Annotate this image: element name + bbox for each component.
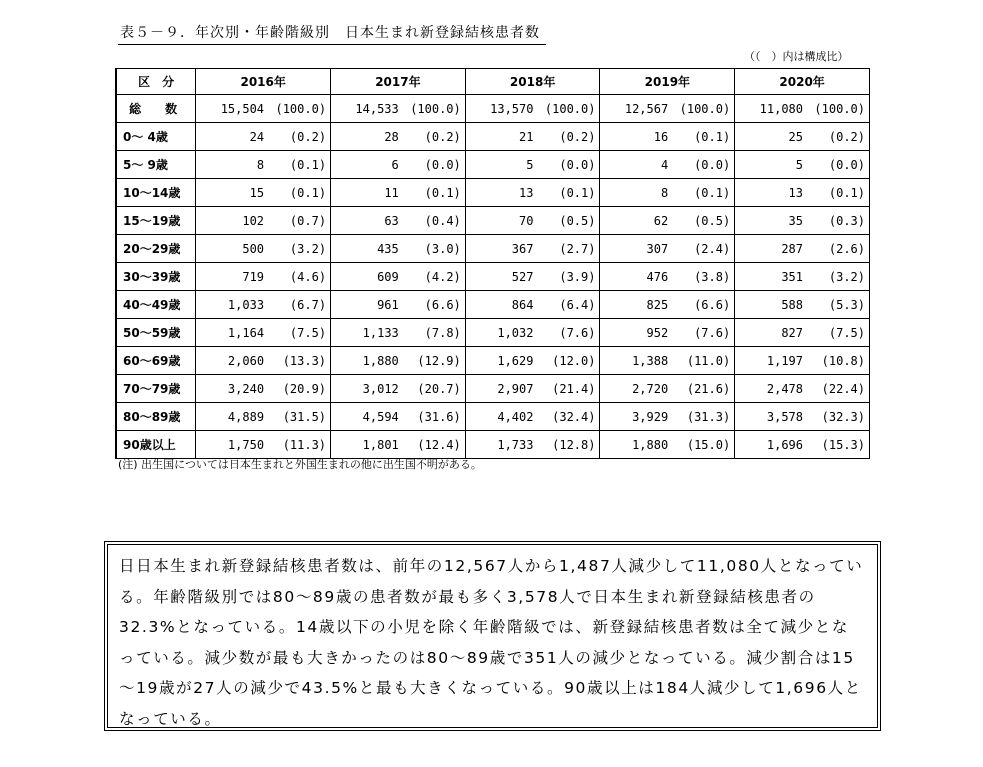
count-value: 952: [646, 325, 669, 340]
count-value: 5: [795, 157, 803, 172]
percent-value: (12.4): [417, 437, 461, 452]
data-cell: [600, 95, 735, 123]
count-value: 11: [384, 185, 399, 200]
percent-value: (6.6): [694, 297, 731, 312]
table-row: [116, 263, 870, 291]
row-label: 20～29歳: [116, 235, 196, 263]
percent-value: (20.7): [417, 381, 461, 396]
data-cell: [600, 319, 735, 347]
count-value: 500: [242, 241, 265, 256]
unit-note: （（ ）内は構成比）: [744, 50, 849, 63]
row-label: 5～ 9歳: [116, 151, 196, 179]
data-cell: [465, 263, 600, 291]
data-cell: [465, 319, 600, 347]
percent-value: (4.2): [424, 269, 461, 284]
count-value: 827: [781, 325, 803, 340]
percent-value: (13.3): [282, 353, 327, 368]
percent-value: (3.0): [424, 241, 461, 256]
percent-value: (31.5): [282, 409, 327, 424]
percent-value: (20.9): [282, 381, 327, 396]
count-value: 1,164: [227, 325, 265, 340]
percent-value: (11.0): [686, 353, 731, 368]
data-cell: [735, 431, 870, 459]
data-cell: [331, 403, 466, 431]
table-row: [116, 179, 870, 207]
count-value: 1,629: [497, 353, 534, 368]
count-value: 16: [653, 129, 669, 144]
count-value: 367: [511, 241, 534, 256]
count-value: 1,033: [227, 297, 265, 312]
data-cell: [331, 207, 466, 235]
percent-value: (7.8): [424, 325, 461, 340]
percent-value: (0.1): [424, 185, 461, 200]
percent-value: (0.0): [694, 157, 731, 172]
count-value: 3,240: [227, 381, 265, 396]
table-row: [116, 235, 870, 263]
row-label: 総 数: [116, 95, 196, 123]
percent-value: (0.2): [559, 129, 596, 144]
percent-value: (15.3): [821, 437, 865, 452]
data-cell: [331, 123, 466, 151]
data-cell: [465, 347, 600, 375]
percent-value: (0.0): [828, 157, 865, 172]
count-value: 476: [646, 269, 669, 284]
percent-value: (0.2): [828, 129, 865, 144]
data-cell: [331, 291, 466, 319]
table-row: [116, 123, 870, 151]
table-title: 表５－９．年次別・年齢階級別 日本生まれ新登録結核患者数: [118, 22, 546, 45]
data-cell: [196, 403, 331, 431]
count-value: 70: [519, 213, 534, 228]
percent-value: (11.3): [282, 437, 327, 452]
data-cell: [465, 235, 600, 263]
percent-value: (100.0): [275, 101, 327, 116]
count-value: 2,478: [766, 381, 803, 396]
percent-value: (21.6): [686, 381, 731, 396]
summary-box: 日日本生まれ新登録結核患者数は、前年の12,567人から1,487人減少して11,080人となっている。年齢階級別では80～89歳の患者数が最も多く3,578人で日本生まれ新登録結核患者の32.3%となっている。14歳以下の小児を除く年齢階級では、新登録結核患者数は全て減少となっている。減少数が最も大きかったのは80～89歳で351人の減少となっている。減少割合は15～19歳が27人の減少で43.5%と最も大きくなっている。90歳以上は184人減少して1,696人となっている。: [104, 541, 881, 731]
data-cell: [735, 207, 870, 235]
header-row: [116, 69, 870, 95]
percent-value: (0.0): [424, 157, 461, 172]
count-value: 527: [511, 269, 534, 284]
count-value: 102: [242, 213, 265, 228]
count-value: 35: [788, 213, 803, 228]
data-cell: [735, 95, 870, 123]
count-value: 351: [781, 269, 803, 284]
percent-value: (32.3): [821, 409, 865, 424]
percent-value: (2.6): [828, 241, 865, 256]
percent-value: (0.4): [424, 213, 461, 228]
row-label: 0～ 4歳: [116, 123, 196, 151]
header-year: 2019年: [600, 69, 735, 95]
percent-value: (7.6): [559, 325, 596, 340]
data-cell: [735, 403, 870, 431]
count-value: 62: [653, 213, 669, 228]
count-value: 28: [384, 129, 399, 144]
percent-value: (7.6): [694, 325, 731, 340]
count-value: 4: [660, 157, 669, 172]
header-year: 2018年: [465, 69, 600, 95]
count-value: 1,733: [497, 437, 534, 452]
count-value: 14,533: [355, 101, 399, 116]
count-value: 961: [377, 297, 399, 312]
percent-value: (100.0): [410, 101, 461, 116]
count-value: 588: [781, 297, 803, 312]
header-year: 2017年: [331, 69, 466, 95]
count-value: 1,696: [766, 437, 803, 452]
count-value: 4,889: [227, 409, 265, 424]
data-cell: [735, 123, 870, 151]
table-row: [116, 207, 870, 235]
percent-value: (0.1): [289, 157, 327, 172]
data-cell: [600, 403, 735, 431]
percent-value: (10.8): [821, 353, 865, 368]
count-value: 609: [377, 269, 399, 284]
row-label: 70～79歳: [116, 375, 196, 403]
count-value: 864: [511, 297, 534, 312]
data-cell: [600, 375, 735, 403]
data-cell: [196, 375, 331, 403]
data-cell: [735, 263, 870, 291]
percent-value: (7.5): [828, 325, 865, 340]
percent-value: (0.2): [289, 129, 327, 144]
data-cell: [465, 123, 600, 151]
data-cell: [331, 151, 466, 179]
data-cell: [465, 291, 600, 319]
count-value: 21: [519, 129, 534, 144]
data-cell: [735, 291, 870, 319]
row-label: 30～39歳: [116, 263, 196, 291]
count-value: 1,133: [362, 325, 399, 340]
data-cell: [331, 95, 466, 123]
data-cell: [196, 179, 331, 207]
count-value: 15: [249, 185, 265, 200]
row-label: 40～49歳: [116, 291, 196, 319]
count-value: 719: [242, 269, 265, 284]
data-cell: [196, 123, 331, 151]
count-value: 435: [377, 241, 399, 256]
data-cell: [600, 179, 735, 207]
data-cell: [600, 207, 735, 235]
percent-value: (0.2): [424, 129, 461, 144]
data-cell: [735, 347, 870, 375]
data-cell: [196, 151, 331, 179]
count-value: 287: [781, 241, 803, 256]
count-value: 24: [249, 129, 265, 144]
data-cell: [196, 319, 331, 347]
row-label: 50～59歳: [116, 319, 196, 347]
percent-value: (100.0): [814, 101, 865, 116]
data-cell: [600, 235, 735, 263]
percent-value: (15.0): [686, 437, 731, 452]
table-row: [116, 291, 870, 319]
data-cell: [600, 347, 735, 375]
count-value: 8: [660, 185, 669, 200]
percent-value: (0.1): [559, 185, 596, 200]
percent-value: (0.7): [289, 213, 327, 228]
percent-value: (0.5): [694, 213, 731, 228]
percent-value: (5.3): [828, 297, 865, 312]
data-cell: [331, 375, 466, 403]
data-cell: [465, 179, 600, 207]
table-row: [116, 375, 870, 403]
percent-value: (22.4): [821, 381, 865, 396]
count-value: 1,880: [362, 353, 399, 368]
data-cell: [331, 179, 466, 207]
percent-value: (21.4): [552, 381, 596, 396]
count-value: 13: [788, 185, 803, 200]
row-label: 90歳以上: [116, 431, 196, 459]
data-cell: [196, 207, 331, 235]
data-cell: [465, 431, 600, 459]
data-cell: [196, 347, 331, 375]
percent-value: (0.0): [559, 157, 596, 172]
data-cell: [331, 431, 466, 459]
data-cell: [600, 263, 735, 291]
data-cell: [331, 263, 466, 291]
percent-value: (2.7): [559, 241, 596, 256]
count-value: 6: [391, 157, 399, 172]
data-cell: [331, 235, 466, 263]
table-row: [116, 151, 870, 179]
data-cell: [735, 151, 870, 179]
data-cell: [196, 291, 331, 319]
count-value: 8: [256, 157, 265, 172]
data-cell: [600, 151, 735, 179]
percent-value: (4.6): [289, 269, 327, 284]
percent-value: (3.9): [559, 269, 596, 284]
data-cell: [600, 291, 735, 319]
header-category: 区 分: [116, 69, 196, 95]
percent-value: (3.2): [289, 241, 327, 256]
percent-value: (6.7): [289, 297, 327, 312]
count-value: 3,012: [362, 381, 399, 396]
percent-value: (7.5): [289, 325, 327, 340]
percent-value: (3.2): [828, 269, 865, 284]
count-value: 1,032: [497, 325, 534, 340]
count-value: 1,388: [632, 353, 669, 368]
percent-value: (31.6): [417, 409, 461, 424]
table-row: [116, 95, 870, 123]
count-value: 1,801: [362, 437, 399, 452]
count-value: 13: [519, 185, 534, 200]
count-value: 63: [384, 213, 399, 228]
data-cell: [196, 263, 331, 291]
percent-value: (6.6): [424, 297, 461, 312]
data-cell: [600, 123, 735, 151]
percent-value: (12.8): [552, 437, 596, 452]
count-value: 11,080: [759, 101, 803, 116]
row-label: 15～19歳: [116, 207, 196, 235]
row-label: 60～69歳: [116, 347, 196, 375]
percent-value: (0.1): [828, 185, 865, 200]
percent-value: (100.0): [544, 101, 596, 116]
count-value: 2,060: [227, 353, 265, 368]
count-value: 3,929: [632, 409, 669, 424]
footnote: (注) 出生国については日本生まれと外国生まれの他に出生国不明がある。: [118, 458, 482, 471]
data-cell: [600, 431, 735, 459]
data-cell: [465, 403, 600, 431]
data-cell: [331, 319, 466, 347]
table-row: [116, 347, 870, 375]
count-value: 13,570: [490, 101, 534, 116]
percent-value: (0.3): [828, 213, 865, 228]
percent-value: (0.1): [694, 185, 731, 200]
row-label: 80～89歳: [116, 403, 196, 431]
data-cell: [465, 151, 600, 179]
count-value: 15,504: [220, 101, 265, 116]
data-cell: [196, 95, 331, 123]
count-value: 3,578: [766, 409, 803, 424]
percent-value: (31.3): [686, 409, 731, 424]
header-year: 2016年: [196, 69, 331, 95]
row-label: 10～14歳: [116, 179, 196, 207]
count-value: 4,402: [497, 409, 534, 424]
table-row: [116, 403, 870, 431]
count-value: 2,720: [632, 381, 669, 396]
count-value: 2,907: [497, 381, 534, 396]
percent-value: (0.1): [289, 185, 327, 200]
count-value: 1,750: [227, 437, 265, 452]
data-cell: [196, 235, 331, 263]
percent-value: (100.0): [679, 101, 731, 116]
count-value: 25: [788, 129, 803, 144]
data-cell: [735, 235, 870, 263]
count-value: 1,197: [766, 353, 803, 368]
table-row: [116, 431, 870, 459]
count-value: 1,880: [632, 437, 669, 452]
data-cell: [465, 207, 600, 235]
data-table: [115, 68, 870, 459]
percent-value: (6.4): [559, 297, 596, 312]
data-cell: [735, 179, 870, 207]
data-cell: [735, 375, 870, 403]
percent-value: (12.9): [417, 353, 461, 368]
table-row: [116, 319, 870, 347]
data-cell: [196, 431, 331, 459]
data-cell: [465, 95, 600, 123]
count-value: 5: [526, 157, 534, 172]
count-value: 825: [646, 297, 669, 312]
count-value: 307: [646, 241, 669, 256]
header-year: 2020年: [735, 69, 870, 95]
percent-value: (2.4): [694, 241, 731, 256]
percent-value: (0.5): [559, 213, 596, 228]
percent-value: (3.8): [694, 269, 731, 284]
count-value: 12,567: [624, 101, 669, 116]
percent-value: (32.4): [552, 409, 596, 424]
data-cell: [331, 347, 466, 375]
data-cell: [735, 319, 870, 347]
data-cell: [465, 375, 600, 403]
percent-value: (0.1): [694, 129, 731, 144]
count-value: 4,594: [362, 409, 399, 424]
percent-value: (12.0): [552, 353, 596, 368]
